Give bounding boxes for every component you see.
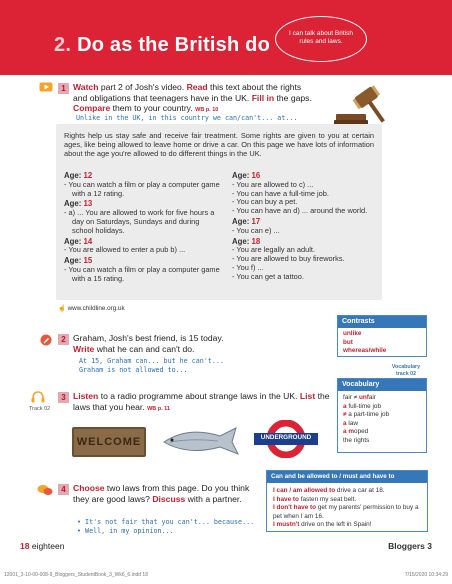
instruction-text: the gaps. [274, 92, 312, 103]
workbook-reference: WB p. 10 [195, 107, 219, 113]
audio-track-label[interactable]: Track 02 [29, 406, 51, 412]
vocabulary-item-text: oped [354, 428, 369, 436]
grammar-example [273, 521, 421, 530]
age-label: Age: [232, 171, 252, 180]
exercise-2-prompts [79, 357, 224, 375]
instruction-keyword: Compare [73, 103, 111, 113]
book-title: Bloggers 3 [388, 541, 432, 551]
contrasts-box [337, 315, 427, 357]
exercise-4-prompt: • Well, in my opinion... [77, 527, 174, 535]
contrasts-title: Contrasts [338, 316, 426, 328]
age-label: Age: [64, 171, 84, 180]
vocabulary-track-num: track 02 [395, 370, 417, 377]
page-number-word: eighteen [31, 541, 65, 551]
vocabulary-item-text: law [348, 419, 358, 427]
exercise-2-prompt: At 15, Graham can... but he can't... [79, 357, 224, 365]
vocabulary-item [343, 428, 421, 437]
instruction-keyword: Fill in [251, 92, 275, 103]
vocabulary-item-highlight: a m [343, 428, 355, 436]
grammar-example-highlight: I don't have to [273, 504, 317, 512]
lesson-title [54, 34, 270, 57]
age-label: Age: [64, 236, 84, 246]
vocabulary-item-highlight: a [343, 419, 349, 427]
contrast-word: whereas/while [343, 347, 387, 354]
source-link[interactable] [58, 304, 125, 312]
vocabulary-item [343, 403, 421, 412]
welcome-mat-text: WELCOME [76, 436, 142, 448]
exercise-2-prompt: Graham is not allowed to... [79, 366, 188, 374]
vocabulary-items [338, 391, 426, 449]
exercise-4-prompt: • It's not fair that you can't... because... [77, 518, 255, 526]
exercise-2-number: 2 [58, 334, 69, 345]
contrast-word: but [343, 338, 353, 346]
grammar-example-highlight: I can / am allowed to [273, 487, 336, 494]
age-rule: - You can watch a film or play a computer game with a 15 rating. [64, 264, 220, 283]
age-rule: - You can buy a pet. [232, 197, 298, 207]
lesson-title-text: Do as the British do [77, 34, 270, 56]
discuss-icon [37, 484, 53, 496]
print-file-info: 12001_3-10-00-008-9_Bloggers_StudentBook_3_Wk6_6.indd 18 [4, 572, 148, 578]
exercise-2-line-1: Graham, Josh's best friend, is 15 today. [73, 333, 224, 343]
contrast-word: unlike [343, 330, 362, 337]
age-rule: - You are allowed to c) ... [232, 179, 314, 189]
instruction-keyword: Choose [73, 483, 105, 493]
age-rule: - You f) ... [232, 262, 264, 272]
age-rule: - You can have an d) ... around the world. [232, 206, 368, 216]
grammar-example [273, 487, 421, 496]
instruction-text: with a partner. [185, 493, 242, 504]
can-do-badge [275, 16, 367, 62]
grammar-lines [267, 483, 427, 534]
age-label: Age: [64, 199, 84, 209]
age-value: 17 [251, 216, 261, 226]
instruction-text: them to your country. [110, 103, 193, 113]
vocabulary-item [343, 411, 421, 420]
ages-right-column [232, 170, 388, 282]
lesson-number: 2. [54, 34, 72, 56]
exercise-1-prompt: Unlike in the UK, in this country we can/can't... at... [76, 114, 298, 122]
age-value: 14 [83, 236, 93, 246]
grammar-example-text: drive a car at 18. [335, 487, 385, 494]
instruction-keyword: Watch [73, 82, 99, 92]
age-label: Age: [232, 216, 252, 226]
lesson-header [0, 0, 452, 75]
age-value: 12 [83, 171, 93, 180]
grammar-example-text: fasten my seat belt. [298, 495, 357, 503]
age-rule: - You are legally an adult. [232, 245, 315, 255]
underground-logo-text: UNDERGROUND [260, 434, 312, 441]
age-rule: - a) ... You are allowed to work for five hours a day on Saturdays, Sundays and during school holidays. [64, 208, 215, 235]
vocabulary-track-badge[interactable] [386, 364, 426, 377]
gavel-icon [332, 78, 394, 128]
instruction-text: two laws from this page. Do you think they are good laws? [73, 483, 250, 504]
ages-left-column [64, 170, 220, 284]
workbook-reference: WB p. 11 [147, 405, 170, 412]
age-label: Age: [232, 236, 252, 246]
vocabulary-item-text: fair ≠ [343, 394, 359, 401]
grammar-title: Can and be allowed to / must and have to [267, 471, 427, 483]
instruction-keyword: Read [186, 82, 208, 92]
age-value: 18 [251, 236, 261, 246]
exercise-2-instructions [73, 333, 283, 354]
grammar-example [273, 504, 421, 521]
age-rule: - You can have a full-time job. [232, 188, 329, 198]
salmon-icon [158, 420, 242, 460]
grammar-example [273, 496, 421, 505]
instruction-text: to a radio programme about strange laws in the UK. [98, 391, 300, 401]
vocabulary-item [343, 394, 421, 403]
age-rule: - You can get a tattoo. [232, 271, 304, 281]
grammar-example-text: drive on the left in Spain! [299, 521, 372, 529]
instruction-text: the laws that you hear. [73, 391, 330, 412]
age-value: 16 [251, 171, 261, 180]
can-do-line-2: rules and laws. [299, 38, 343, 45]
age-value: 13 [83, 199, 93, 209]
print-date-info: 7/15/2020 10:34:29 [404, 572, 448, 578]
watch-icon [39, 82, 53, 92]
exercise-4-instructions [73, 483, 253, 504]
page-number-digits: 18 [20, 541, 30, 551]
vocabulary-item-highlight: unf [358, 394, 369, 401]
vocabulary-item [343, 437, 421, 446]
exercise-4-number: 4 [58, 484, 69, 495]
exercise-2-keyword: Write [73, 343, 95, 354]
vocabulary-title: Vocabulary [338, 379, 426, 391]
contrasts-words [338, 328, 426, 358]
age-value: 15 [83, 256, 93, 266]
pointer-icon: ☝ [58, 305, 66, 312]
instruction-keyword: Listen [73, 391, 99, 401]
age-rule: - You are allowed to enter a pub b) ... [64, 245, 186, 255]
grammar-example-text: get my parents' permission to buy a pet when I am 16. [273, 504, 419, 520]
vocabulary-item-text: the rights [343, 436, 370, 444]
welcome-mat-image [72, 427, 146, 457]
instruction-keyword: List [299, 391, 316, 401]
vocabulary-item-text: full-time job [348, 402, 382, 410]
age-rule: - You are allowed to buy fireworks. [232, 254, 345, 264]
instruction-keyword: Discuss [152, 493, 186, 504]
instruction-text: this text about the rights and obligations that teenagers have in the UK. [73, 82, 302, 103]
age-label: Age: [64, 256, 84, 266]
grammar-example-highlight: I have to [273, 495, 299, 503]
exercise-3-number: 3 [58, 392, 69, 403]
exercise-3-instructions [73, 391, 333, 414]
reading-intro: Rights help us stay safe and receive fair treatment. Some rights are given to you at certain ages, like being allowed to leave home or drive a car. On this page we have lots of information about the age you're allowed to do different things in the UK. [64, 131, 374, 159]
grammar-example-highlight: I mustn't [273, 521, 300, 529]
grammar-box [266, 470, 428, 532]
vocabulary-item-text: air [368, 394, 376, 401]
can-do-line-1: I can talk about British [289, 30, 353, 37]
vocabulary-item-highlight: ≠ [343, 411, 349, 419]
instruction-text: part 2 of Josh's video. [98, 82, 187, 92]
vocabulary-track-label: Vocabulary [391, 364, 421, 370]
vocabulary-item [343, 420, 421, 429]
write-icon [40, 334, 52, 346]
source-url[interactable]: www.childline.org.uk [67, 305, 125, 312]
exercise-1-number: 1 [58, 83, 69, 94]
exercise-2-line-2: what he can and can't do. [94, 343, 195, 354]
vocabulary-box [337, 378, 427, 453]
exercise-4-prompts [77, 518, 254, 536]
vocabulary-item-highlight: a [343, 402, 349, 410]
age-rule: - You can e) ... [232, 225, 280, 235]
headphones-icon [31, 391, 45, 403]
exercise-1-instructions [73, 82, 313, 116]
vocabulary-item-text: a part-time job [348, 411, 390, 419]
age-rule: - You can watch a film or play a computer game with a 12 rating. [64, 179, 220, 198]
page-number [20, 541, 64, 551]
